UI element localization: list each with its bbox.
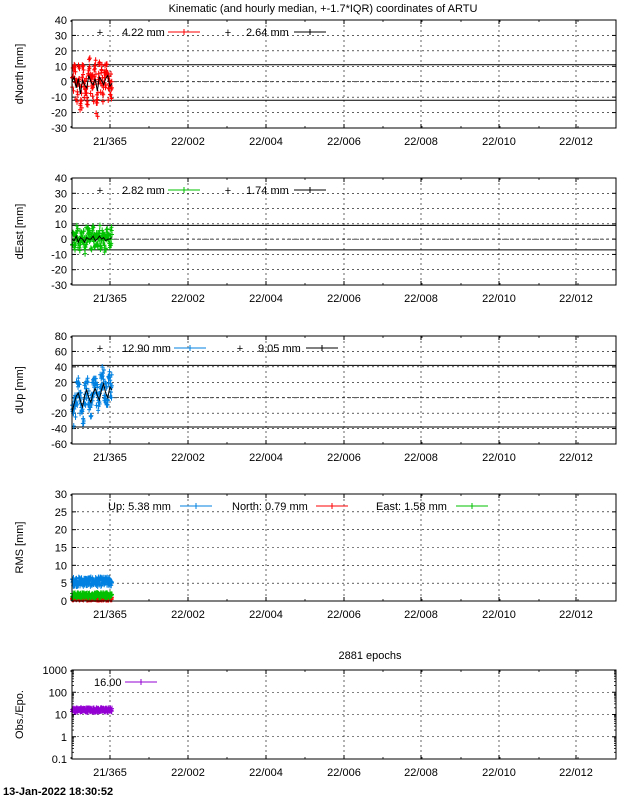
y-tick-label: 20: [54, 524, 67, 537]
x-tick-label: 22/002: [171, 767, 205, 779]
y-tick-label: 15: [54, 542, 67, 555]
y-tick-label: 30: [54, 489, 67, 501]
panel-5: [14, 650, 616, 779]
y-tick-label: 40: [54, 173, 67, 185]
y-axis-label: Obs./Epo.: [14, 690, 26, 739]
x-tick-label: 21/365: [93, 136, 127, 148]
y-tick-label: -10: [51, 92, 67, 105]
panel-1: [14, 15, 616, 148]
figure-title: Kinematic (and hourly median, +-1.7*IQR) coordinates of ARTU: [168, 3, 478, 15]
y-tick-label: 100: [48, 687, 67, 700]
y-tick-label: -20: [51, 107, 67, 120]
legend-label: 9.05 mm: [258, 343, 301, 355]
legend-label: North: 0.79 mm: [232, 501, 308, 513]
series-cloud-1: [70, 574, 114, 588]
x-tick-label: 21/365: [93, 452, 127, 464]
y-tick-label: 60: [54, 346, 67, 359]
x-tick-label: 22/010: [482, 293, 516, 305]
y-tick-label: 80: [54, 331, 67, 343]
y-tick-label: -60: [51, 439, 67, 451]
x-tick-label: 22/004: [249, 767, 283, 779]
y-tick-label: 20: [54, 203, 67, 216]
legend-label: 1.74 mm: [246, 185, 289, 197]
y-tick-label: 1: [60, 731, 67, 744]
y-tick-label: 40: [54, 15, 67, 27]
legend-label: 16.00: [94, 677, 122, 689]
legend-marker: +: [96, 27, 104, 39]
panel-2: [14, 173, 616, 305]
y-tick-label: 20: [54, 377, 67, 390]
x-tick-label: 22/010: [482, 452, 516, 464]
x-tick-label: 22/008: [404, 452, 438, 464]
legend-marker: +: [236, 343, 244, 355]
y-tick-label: -40: [51, 423, 67, 436]
x-tick-label: 22/012: [559, 767, 593, 779]
y-tick-label: 30: [54, 30, 67, 43]
y-tick-label: 0: [60, 234, 67, 247]
legend-label: Up: 5.38 mm: [108, 501, 171, 513]
timestamp-footer: 13-Jan-2022 18:30:52: [3, 786, 114, 798]
x-tick-label: 22/010: [482, 767, 516, 779]
x-tick-label: 22/002: [171, 136, 205, 148]
y-tick-label: 0: [60, 76, 67, 89]
y-tick-label: -30: [51, 123, 67, 135]
y-tick-label: -10: [51, 249, 67, 262]
x-tick-label: 22/002: [171, 609, 205, 621]
legend-label: 4.22 mm: [122, 27, 165, 39]
x-tick-label: 22/008: [404, 767, 438, 779]
y-tick-label: -20: [51, 264, 67, 277]
x-tick-label: 22/002: [171, 452, 205, 464]
x-tick-label: 22/006: [327, 293, 361, 305]
x-tick-label: 22/012: [559, 452, 593, 464]
legend-label: 2.64 mm: [246, 27, 289, 39]
x-tick-label: 21/365: [93, 293, 127, 305]
legend-marker: +: [96, 185, 104, 197]
x-tick-label: 22/004: [249, 136, 283, 148]
y-axis-label: RMS [mm]: [14, 521, 26, 574]
panels: [14, 15, 616, 779]
y-tick-label: 10: [54, 560, 67, 573]
x-tick-label: 22/008: [404, 293, 438, 305]
y-tick-label: 30: [54, 188, 67, 201]
legend-marker: +: [224, 27, 232, 39]
x-tick-label: 22/006: [327, 452, 361, 464]
series-cloud-1: [70, 705, 114, 714]
x-tick-label: 22/008: [404, 136, 438, 148]
x-tick-label: 22/012: [559, 609, 593, 621]
x-tick-label: 22/004: [249, 452, 283, 464]
x-tick-label: 22/012: [559, 136, 593, 148]
x-tick-label: 22/012: [559, 293, 593, 305]
panel-3: [14, 331, 616, 464]
y-tick-label: 10: [54, 709, 67, 722]
legend-marker: +: [96, 343, 104, 355]
legend-label: 12.90 mm: [122, 343, 171, 355]
legend-label: East: 1.58 mm: [376, 501, 447, 513]
x-tick-label: 22/004: [249, 293, 283, 305]
x-tick-label: 21/365: [93, 767, 127, 779]
legend-label: 2.82 mm: [122, 185, 165, 197]
x-tick-label: 22/004: [249, 609, 283, 621]
series-cloud-3: [70, 590, 114, 600]
y-tick-label: -30: [51, 280, 67, 292]
legend-marker: +: [224, 185, 232, 197]
y-axis-label: dUp [mm]: [14, 366, 26, 414]
x-tick-label: 22/008: [404, 609, 438, 621]
x-tick-label: 21/365: [93, 609, 127, 621]
y-tick-label: 10: [54, 61, 67, 74]
y-tick-label: 25: [54, 506, 67, 519]
x-tick-label: 22/002: [171, 293, 205, 305]
y-axis-label: dEast [mm]: [14, 203, 26, 260]
y-tick-label: 40: [54, 361, 67, 374]
y-tick-label: 0.1: [51, 754, 67, 766]
y-tick-label: 20: [54, 45, 67, 58]
y-tick-label: 0: [60, 392, 67, 405]
x-tick-label: 22/010: [482, 136, 516, 148]
y-axis-label: dNorth [mm]: [14, 43, 26, 105]
y-tick-label: -20: [51, 408, 67, 421]
y-tick-label: 5: [60, 578, 67, 591]
panel-4: [14, 489, 616, 621]
y-tick-label: 1000: [42, 665, 67, 677]
x-tick-label: 22/010: [482, 609, 516, 621]
x-tick-label: 22/006: [327, 767, 361, 779]
x-tick-label: 22/006: [327, 136, 361, 148]
x-tick-label: 22/006: [327, 609, 361, 621]
panel-title: 2881 epochs: [338, 650, 402, 662]
y-tick-label: 10: [54, 218, 67, 231]
y-tick-label: 0: [60, 596, 67, 608]
